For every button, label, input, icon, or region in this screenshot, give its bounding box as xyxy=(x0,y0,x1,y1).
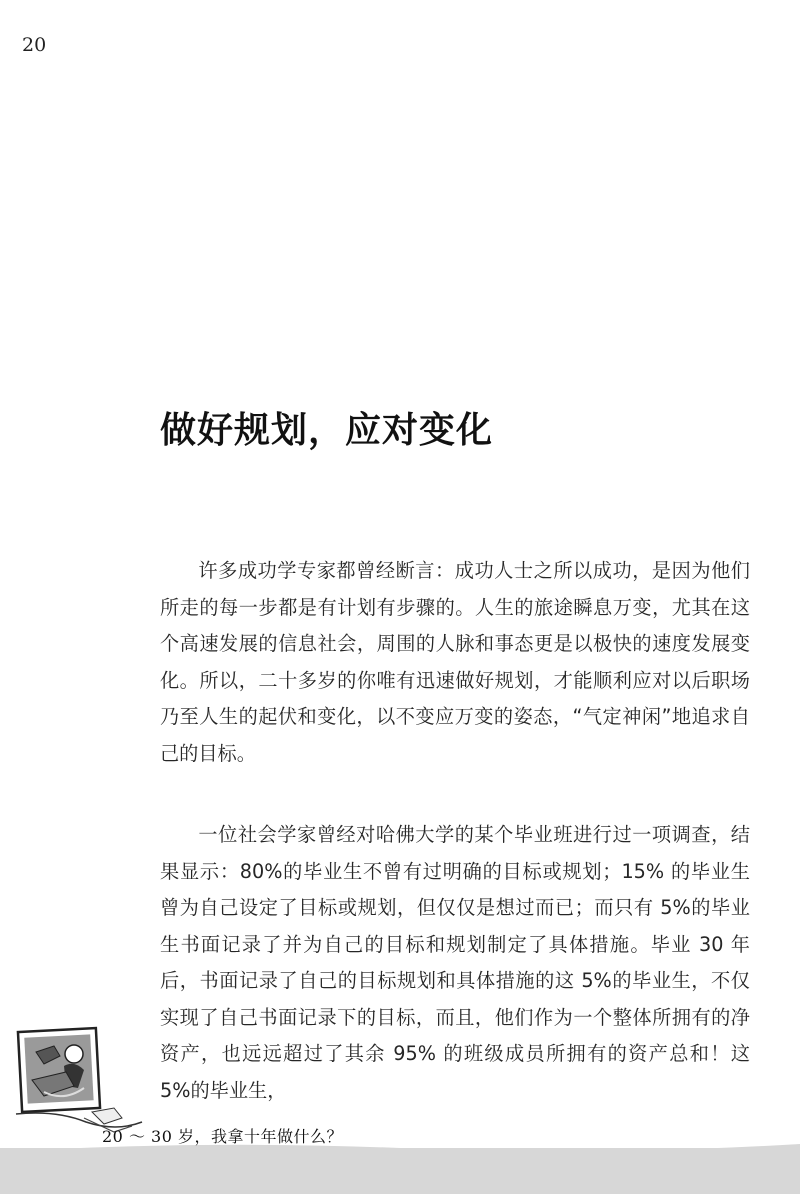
chapter-title: 做好规划，应对变化 xyxy=(160,409,494,451)
body-paragraph-1: 许多成功学专家都曾经断言：成功人士之所以成功，是因为他们所走的每一步都是有计划有步骤的。人生的旅途瞬息万变，尤其在这个高速发展的信息社会，周围的人脉和事态更是以极快的速度发展变化。所以，二十多岁的你唯有迅速做好规划，才能顺利应对以后职场乃至人生的起伏和变化，以不变应万变的姿态，“气定神闲”地追求自己的目标。 xyxy=(160,559,750,765)
running-footer: 20 ～ 30 岁，我拿十年做什么？ xyxy=(102,1127,343,1146)
page-number: 20 xyxy=(22,34,47,56)
body-paragraph-2: 一位社会学家曾经对哈佛大学的某个毕业班进行过一项调查，结果显示：80%的毕业生不曾有过明确的目标或规划；15% 的毕业生曾为自己设定了目标或规划，但仅仅是想过而已；而只有 5%的毕业生书面记录了并为自己的目标和规划制定了具体措施。毕业 30 年后，书面记录了自己的目标规划和具体措施的这 5%的毕业生，不仅实现了自己书面记录下的目标，而且，他们作为一个整体所拥有的净资产，也远远超过了其余 95% 的班级成员所拥有的资产总和！这 5%的毕业生， xyxy=(160,823,750,1102)
footer-band xyxy=(0,1148,800,1194)
decorative-illustration-icon xyxy=(14,1022,144,1140)
